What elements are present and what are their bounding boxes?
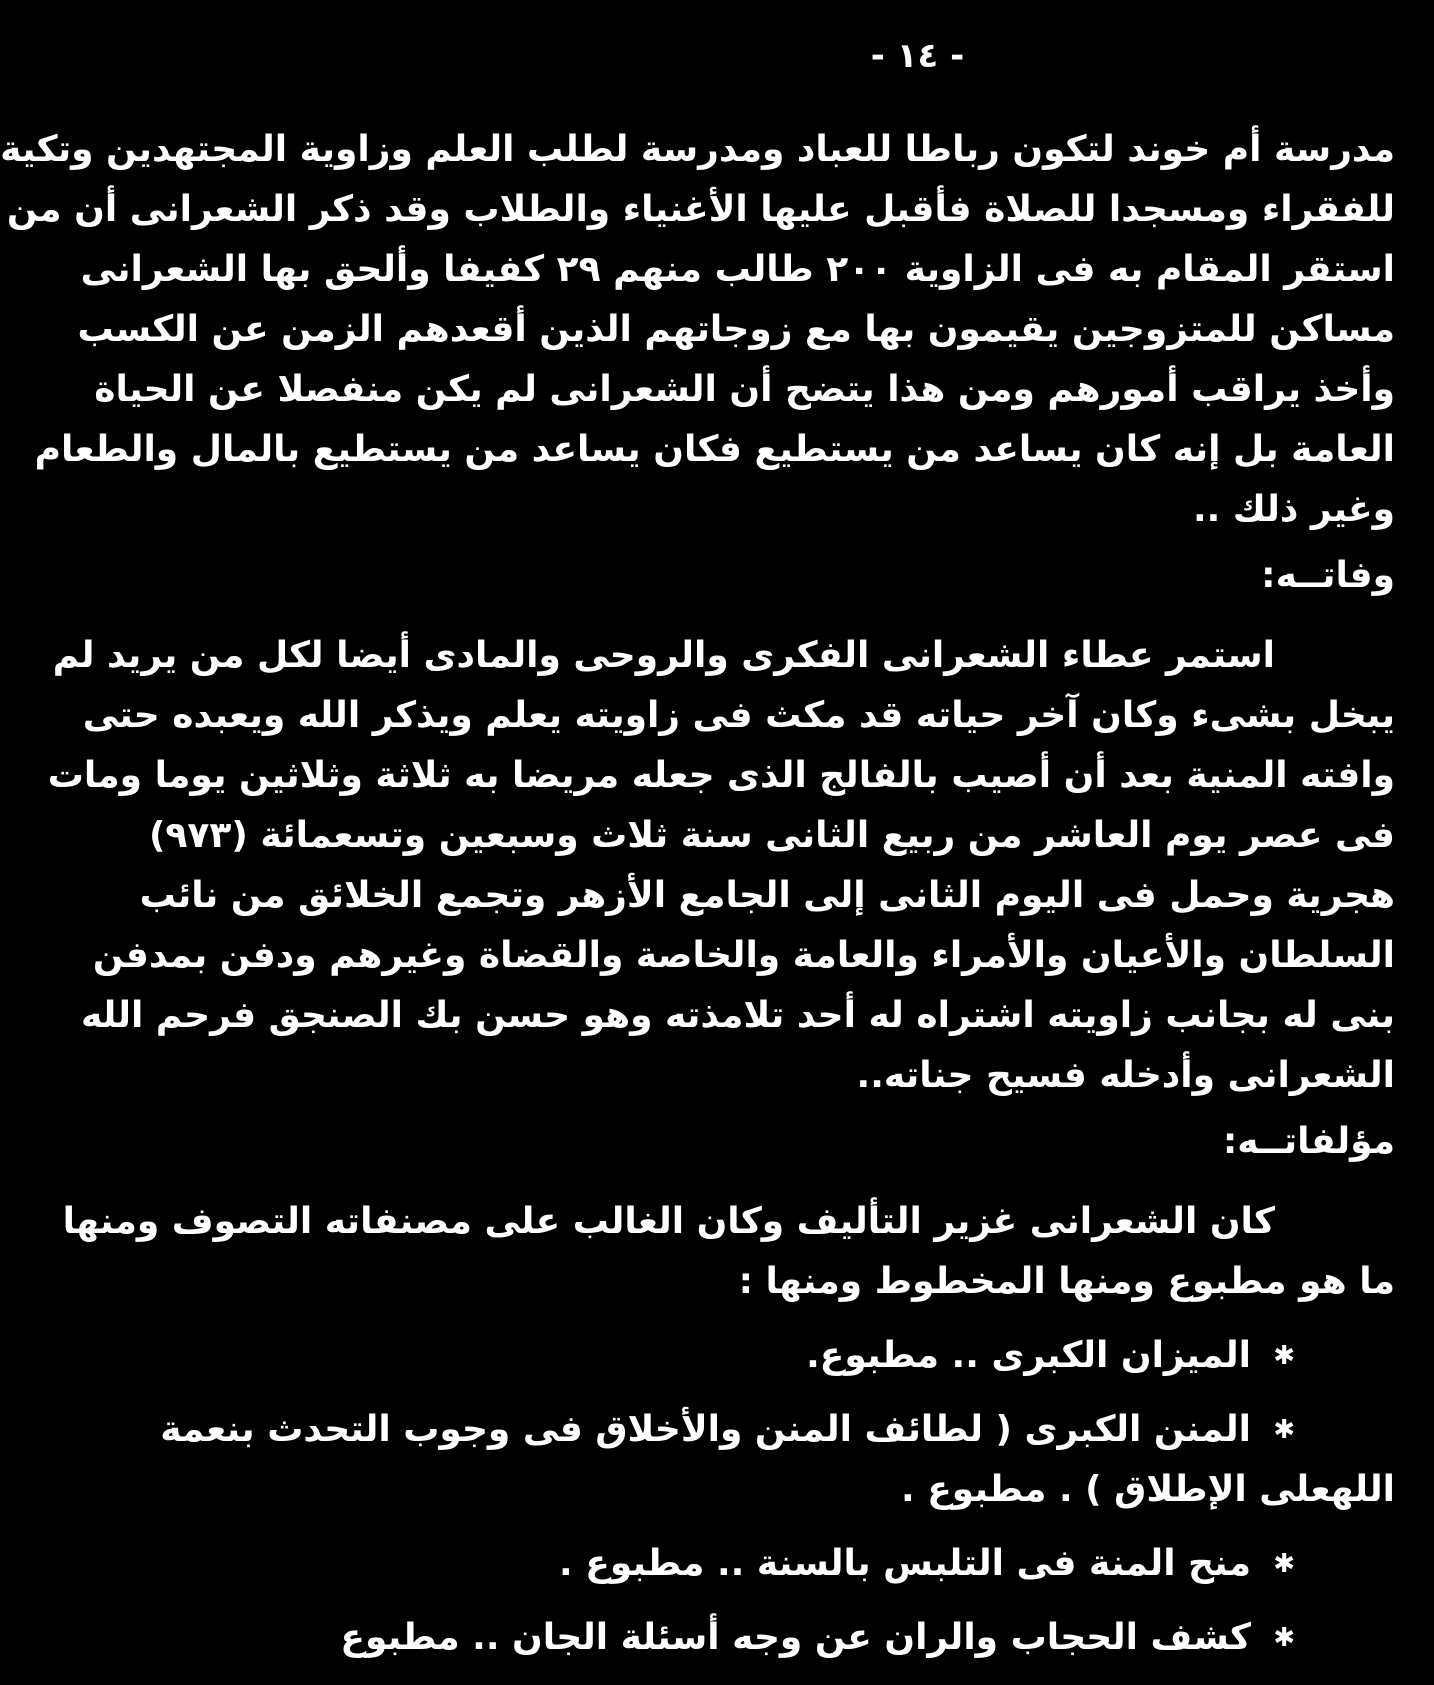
paragraph-line: استقر المقام به فى الزاوية ٢٠٠ طالب منهم ٢٩ كفيفا وألحق بها الشعرانى (80, 249, 1395, 290)
paragraph-line: وافته المنية بعد أن أصيب بالفالج الذى جعله مريضا به ثلاثة وثلاثين يوما ومات (47, 755, 1395, 796)
page-number: - ١٤ - (870, 36, 965, 76)
section-heading-death: وفاتــه: (1261, 555, 1395, 596)
list-item (440, 1326, 1395, 1386)
paragraph-line: مساكن للمتزوجين يقيمون بها مع زوجاتهم الذين أقعدهم الزمن عن الكسب (77, 309, 1395, 350)
paragraph-line: استمر عطاء الشعرانى الفكرى والروحى والمادى أيضا لكل من يريد لم (52, 635, 1275, 676)
paragraph-line: وأخذ يراقب أمورهم ومن هذا يتضح أن الشعرانى لم يكن منفصلا عن الحياة (94, 369, 1395, 410)
paragraph-line: السلطان والأعيان والأمراء والعامة والخاصة والقضاة وغيرهم ودفن بمدفن (92, 935, 1395, 976)
list-item-text: كشف الحجاب والران عن وجه أسئلة الجان .. مطبوع (340, 1617, 1251, 1658)
works-paragraph (62, 1192, 1395, 1312)
list-item (160, 1400, 1395, 1460)
paragraph-line: هجرية وحمل فى اليوم الثانى إلى الجامع الأزهر وتجمع الخلائق من نائب (139, 875, 1395, 916)
section-heading-works: مؤلفاتــه: (1222, 1121, 1395, 1162)
list-item-text: منح المنة فى التلبس بالسنة .. مطبوع . (559, 1543, 1251, 1584)
intro-paragraph (0, 120, 1395, 540)
list-item-text: الميزان الكبرى .. مطبوع. (806, 1335, 1251, 1376)
paragraph-line: للفقراء ومسجدا للصلاة فأقبل عليها الأغنياء والطلاب وقد ذكر الشعرانى أن من (6, 189, 1395, 230)
asterisk-bullet-icon: ✱ (1273, 1415, 1295, 1445)
asterisk-bullet-icon: ✱ (1273, 1341, 1295, 1371)
paragraph-line: وغير ذلك .. (1193, 489, 1395, 530)
works-list (160, 1326, 1395, 1668)
asterisk-bullet-icon: ✱ (1273, 1549, 1295, 1579)
list-item (340, 1608, 1395, 1668)
paragraph-line: العامة بل إنه كان يساعد من يستطيع فكان يساعد من يستطيع بالمال والطعام (34, 429, 1395, 470)
paragraph-line: مدرسة أم خوند لتكون رباطا للعباد ومدرسة لطلب العلم وزاوية المجتهدين وتكية (0, 129, 1395, 170)
paragraph-line: الشعرانى وأدخله فسيح جناته.. (856, 1055, 1395, 1096)
asterisk-bullet-icon: ✱ (1273, 1623, 1295, 1653)
paragraph-line: ما هو مطبوع ومنها المخطوط ومنها : (738, 1261, 1395, 1302)
death-paragraph (47, 626, 1395, 1106)
paragraph-line: يبخل بشىء وكان آخر حياته قد مكث فى زاويته يعلم ويذكر الله ويعبده حتى (82, 695, 1395, 736)
list-item-text: المنن الكبرى ( لطائف المنن والأخلاق فى وجوب التحدث بنعمة (160, 1409, 1251, 1450)
list-item (440, 1534, 1395, 1594)
list-item-continuation: اللهعلى الإطلاق ) . مطبوع . (900, 1469, 1395, 1510)
paragraph-line: فى عصر يوم العاشر من ربيع الثانى سنة ثلاث وسبعين وتسعمائة (٩٧٣) (148, 815, 1395, 856)
paragraph-line: كان الشعرانى غزير التأليف وكان الغالب على مصنفاته التصوف ومنها (62, 1201, 1275, 1242)
document-page (0, 36, 1395, 1666)
paragraph-line: بنى له بجانب زاويته اشتراه له أحد تلامذته وهو حسن بك الصنجق فرحم الله (80, 995, 1395, 1036)
